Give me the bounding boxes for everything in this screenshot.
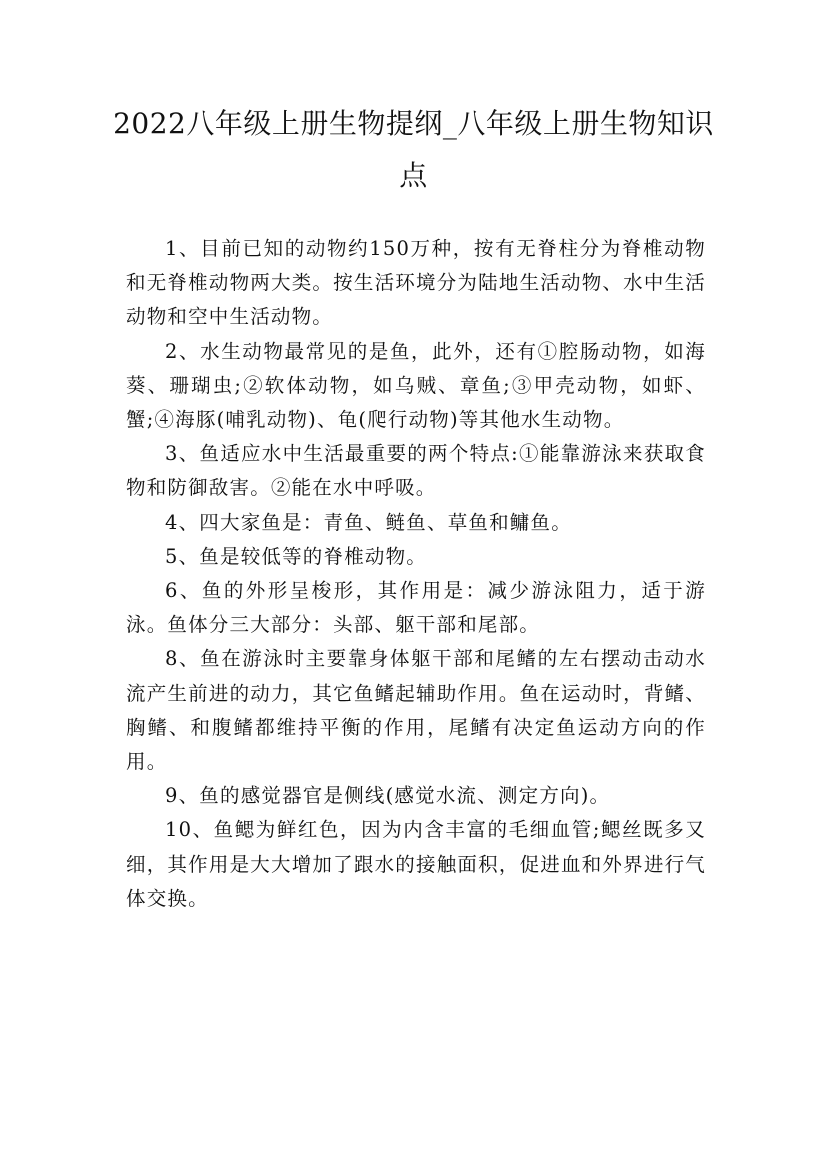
document-title: 2022八年级上册生物提纲_八年级上册生物知识点: [113, 107, 714, 192]
paragraph-1: 1、目前已知的动物约150万种，按有无脊柱分为脊椎动物和无脊椎动物两大类。按生活环境分为陆地生活动物、水中生活动物和空中生活动物。: [126, 237, 706, 329]
document-body: [126, 232, 706, 916]
paragraph-9: 9、鱼的感觉器官是侧线(感觉水流、测定方向)。: [165, 784, 611, 808]
paragraph-2: 2、水生动物最常见的是鱼，此外，还有①腔肠动物，如海葵、珊瑚虫;②软体动物，如乌贼、章鱼;③甲壳动物，如虾、蟹;④海豚(哺乳动物)、龟(爬行动物)等其他水生动物。: [126, 339, 706, 432]
paragraph-8: 8、鱼在游泳时主要靠身体躯干部和尾鳍的左右摆动击动水流产生前进的动力，其它鱼鳍起辅助作用。鱼在运动时，背鳍、胸鳍、和腹鳍都维持平衡的作用，尾鳍有决定鱼运动方向的作用。: [126, 647, 706, 774]
paragraph-4: 4、四大家鱼是：青鱼、鲢鱼、草鱼和鳙鱼。: [165, 510, 572, 534]
paragraph-10: 10、鱼鳃为鲜红色，因为内含丰富的毛细血管;鳃丝既多又细，其作用是大大增加了跟水的接触面积，促进血和外界进行气体交换。: [126, 818, 706, 910]
paragraph-6: 6、鱼的外形呈梭形，其作用是：减少游泳阻力，适于游泳。鱼体分三大部分：头部、躯干部和尾部。: [126, 579, 706, 637]
paragraph-3: 3、鱼适应水中生活最重要的两个特点:①能靠游泳来获取食物和防御敌害。②能在水中呼吸。: [126, 442, 706, 500]
paragraph-5: 5、鱼是较低等的脊椎动物。: [165, 544, 428, 568]
